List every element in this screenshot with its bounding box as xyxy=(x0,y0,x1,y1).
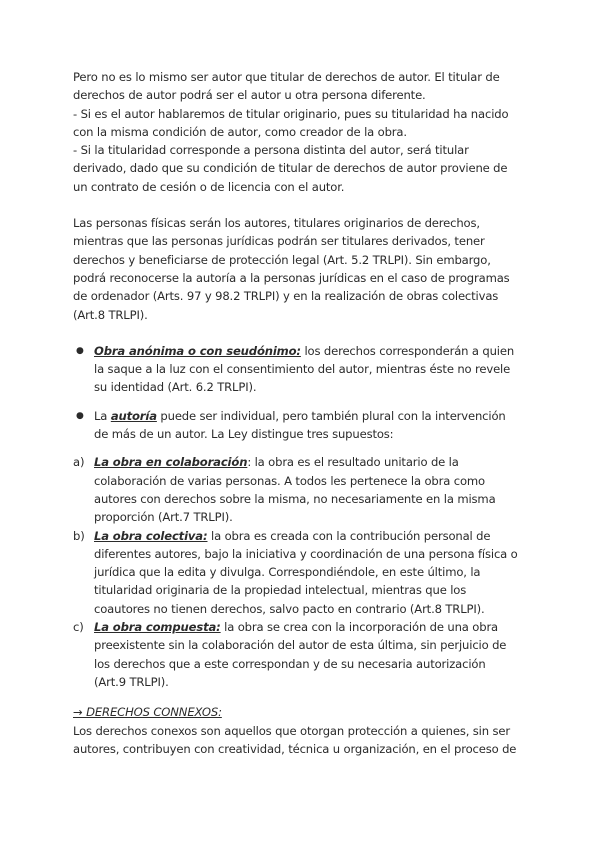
item-term: Obra anónima o con seudónimo: xyxy=(94,343,301,358)
bullet-marker: ● xyxy=(76,345,84,356)
paragraph-line: - Si la titularidad corresponde a persona distinta del autor, será titular derivado, dado que su condición de titular de derechos de autor proviene de un contrato de cesión o de licencia con el autor. xyxy=(73,143,508,194)
list-marker: c) xyxy=(73,620,84,635)
paragraph-personas: Las personas físicas serán los autores, titulares originarios de derechos, mientras que las personas jurídicas podrán ser titulares derivados, tener derechos y beneficiarse de protección legal (Art. 5.2 TRLPI). Sin embargo, podrá reconocerse la autoría a la personas jurídicas en el caso de programas de ordenador (Arts. 97 y 98.2 TRLPI) y en la realización de obras colectivas (Art.8 TRLPI). xyxy=(73,216,510,322)
paragraph-titular xyxy=(73,68,520,196)
item-text: los derechos corresponderán a quien la saque a la luz con el consentimiento del autor, mientras éste no revele su identidad (Art. 6.2 TRLPI). xyxy=(94,343,515,395)
paragraph-line: - Si es el autor hablaremos de titular originario, pues su titularidad ha nacido con la misma condición de autor, como creador de la obra. xyxy=(73,106,509,139)
item-term: La obra en colaboración xyxy=(94,455,248,470)
item-text: la obra es creada con la contribución personal de diferentes autores, bajo la iniciativa y coordinación de una persona física o jurídica que la edita y divulga. Correspondiéndole, en este último, la titularidad originaria de la propiedad intelectual, mientras que los coautores no tienen derechos, salvo pacto en contrario (Art.8 TRLPI). xyxy=(94,528,518,616)
list-item xyxy=(73,618,520,691)
list-item xyxy=(73,453,520,526)
list-item xyxy=(73,407,520,444)
item-text: puede ser individual, pero también plural con la intervención de más de un autor. La Ley distingue tres supuestos: xyxy=(94,408,506,442)
item-text: la obra se crea con la incorporación de una obra preexistente sin la colaboración del autor de esta última, sin perjuicio de los derechos que a este correspondan y de su necesaria autorización (Art.9 TRLPI). xyxy=(94,620,507,689)
item-term: La obra colectiva: xyxy=(94,528,208,543)
cases-list xyxy=(73,453,520,691)
item-term: La obra compuesta: xyxy=(94,620,221,635)
bullet-list xyxy=(73,342,520,443)
item-text: : la obra es el resultado unitario de la colaboración de varias personas. A todos les pertenece la obra como autores con derechos sobre la misma, no necesariamente en la misma proporción (Art.7 TRLPI). xyxy=(94,455,496,525)
list-item xyxy=(73,342,520,397)
section-heading: → DERECHOS CONNEXOS: xyxy=(73,705,222,720)
list-marker: a) xyxy=(73,455,85,470)
paragraph-line: Pero no es lo mismo ser autor que titular de derechos de autor. El titular de derechos de autor podrá ser el autor u otra persona diferente. xyxy=(73,70,500,103)
list-item xyxy=(73,527,520,618)
bullet-marker: ● xyxy=(76,410,84,421)
paragraph-connexos: Los derechos conexos son aquellos que otorgan protección a quienes, sin ser autores, contribuyen con creatividad, técnica u organización, en el proceso de xyxy=(73,723,517,756)
item-prefix: La xyxy=(94,408,111,423)
item-term: autoría xyxy=(110,408,157,423)
list-marker: b) xyxy=(73,528,85,543)
